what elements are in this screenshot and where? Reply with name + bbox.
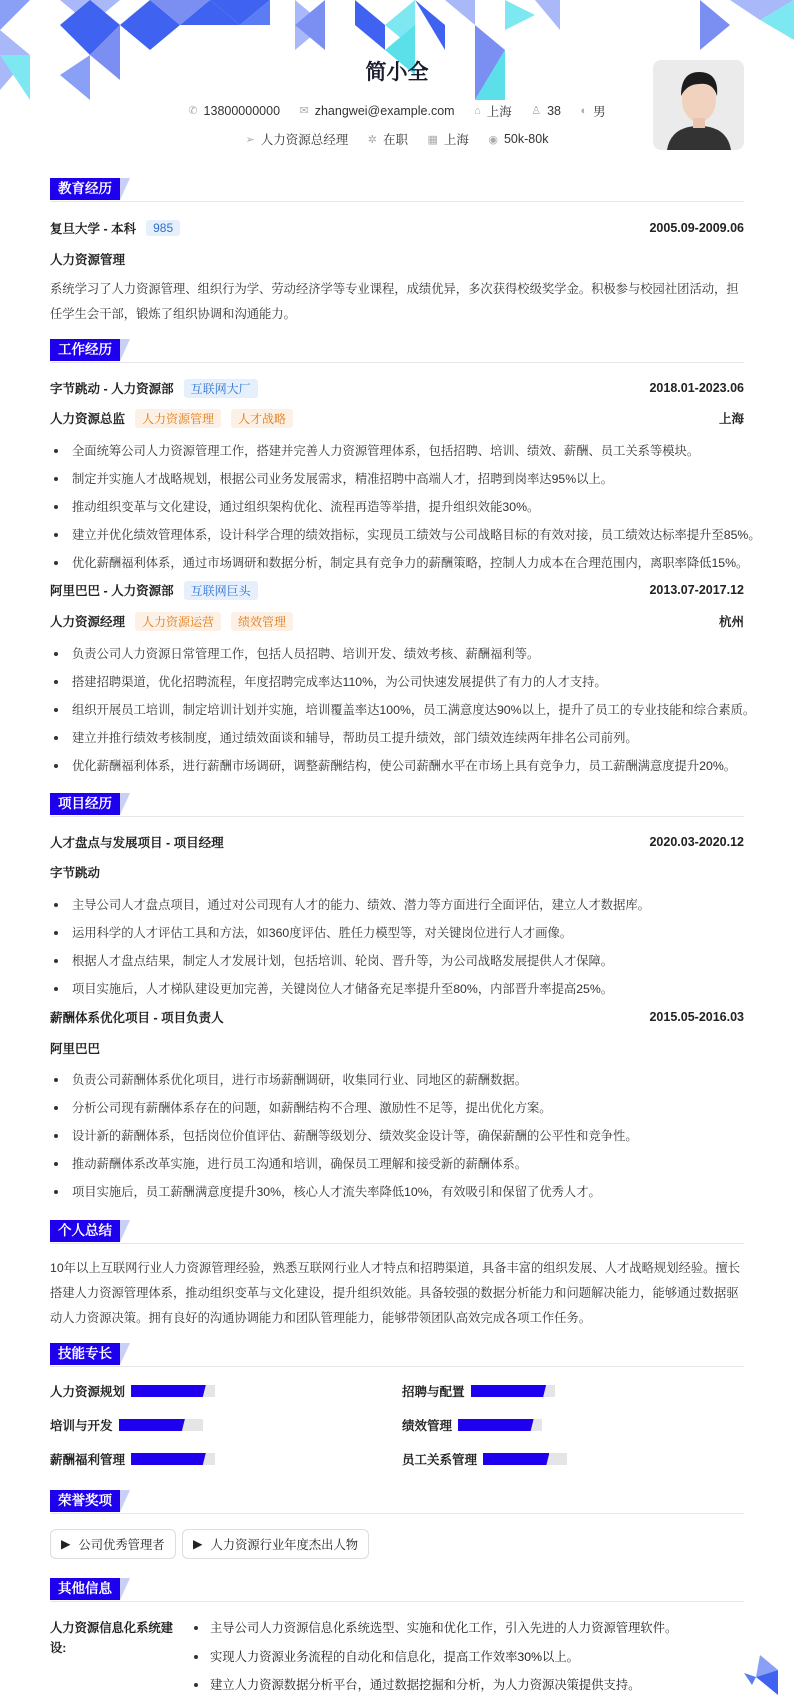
section-title: 个人总结 <box>50 1220 120 1242</box>
project-org: 阿里巴巴 <box>50 1042 101 1056</box>
bullet-item: 制定并实施人才战略规划，根据公司业务发展需求，精准招聘中高端人才，招聘到岗率达95%以上。 <box>50 465 744 493</box>
email: zhangwei@example.com <box>314 103 455 118</box>
bullet-item: 设计新的薪酬体系，包括岗位价值评估、薪酬等级划分、绩效奖金设计等，确保薪酬的公平性和竞争性。 <box>50 1122 744 1150</box>
other-bullet: 主导公司人力资源信息化系统选型、实施和优化工作，引入先进的人力资源管理软件。 <box>188 1618 677 1647</box>
bullet-item: 推动薪酬体系改革实施，进行员工沟通和培训，确保员工理解和接受新的薪酬体系。 <box>50 1150 744 1178</box>
person-icon <box>653 60 744 150</box>
project-title-row <box>50 832 744 852</box>
position: 人力资源总经理 <box>260 133 349 147</box>
work-location: 上海 <box>718 412 744 426</box>
other-bullet: 实现人力资源业务流程的自动化和信息化，提高工作效率30%以上。 <box>188 1647 677 1676</box>
status: 在职 <box>382 133 408 147</box>
award-item <box>50 1529 176 1559</box>
major: 人力资源管理 <box>50 253 126 267</box>
school: 复旦大学 - 本科 <box>50 222 137 236</box>
skill-bar-fill <box>458 1419 534 1431</box>
skill-name: 薪酬福利管理 <box>50 1453 126 1467</box>
work-location: 杭州 <box>718 615 744 629</box>
company: 阿里巴巴 - 人力资源部 <box>50 584 174 598</box>
award-item <box>182 1529 369 1559</box>
skill-bar <box>131 1453 215 1465</box>
project-bullets <box>50 1066 744 1206</box>
bullet-item: 优化薪酬福利体系，通过市场调研和数据分析，制定具有竞争力的薪酬策略，控制人力成本在合理范围内，离职率降低15%。 <box>50 549 744 577</box>
skill-item <box>402 1450 567 1468</box>
work-company-row <box>50 378 744 398</box>
school-tag: 985 <box>146 220 180 236</box>
bullet-item: 项目实施后，员工薪酬满意度提升30%，核心人才流失率降低10%，有效吸引和保留了优秀人才。 <box>50 1178 744 1206</box>
work-date: 2018.01-2023.06 <box>649 381 744 395</box>
bullet-item: 运用科学的人才评估工具和方法，如360度评估、胜任力模型等，对关键岗位进行人才画像。 <box>50 919 744 947</box>
section-title: 项目经历 <box>50 793 120 815</box>
city: 上海 <box>486 105 512 119</box>
project-bullets <box>50 891 744 1003</box>
status-icon: ✲ <box>367 133 377 146</box>
phone-icon: ✆ <box>188 105 198 117</box>
skill-name: 员工关系管理 <box>402 1453 478 1467</box>
company-tag: 互联网大厂 <box>184 379 258 398</box>
skill-name: 绩效管理 <box>402 1419 453 1433</box>
education-date: 2005.09-2009.06 <box>649 221 744 235</box>
work-bullets <box>50 640 756 780</box>
role: 人力资源经理 <box>50 615 126 629</box>
skill-bar-fill <box>483 1453 549 1465</box>
skill-bar-fill <box>471 1385 547 1397</box>
award-label: 人力资源行业年度杰出人物 <box>210 1538 359 1552</box>
skill-item <box>50 1382 215 1400</box>
section-other <box>50 1578 744 1602</box>
project-org-row <box>50 1038 744 1058</box>
work-date: 2013.07-2017.12 <box>649 583 744 597</box>
bullet-item: 建立并推行绩效考核制度，通过绩效面谈和辅导，帮助员工提升绩效，部门绩效连续两年排名公司前列。 <box>50 724 744 752</box>
bullet-item: 负责公司薪酬体系优化项目，进行市场薪酬调研，收集同行业、同地区的薪酬数据。 <box>50 1066 744 1094</box>
gender: 男 <box>593 105 606 119</box>
avatar-photo <box>653 60 744 150</box>
other-info <box>50 1618 677 1704</box>
cake-icon: ♙ <box>531 105 542 117</box>
skill-name: 招聘与配置 <box>402 1385 465 1399</box>
salary-icon: ◉ <box>488 133 498 146</box>
work-bullets <box>50 437 761 577</box>
skill-item <box>50 1450 215 1468</box>
skill-item <box>50 1416 203 1434</box>
home-icon: ⌂ <box>474 105 481 117</box>
project-title-row <box>50 1007 744 1027</box>
skill-bar-fill <box>131 1385 206 1397</box>
bullet-item: 搭建招聘渠道，优化招聘流程，年度招聘完成率达110%，为公司快速发展提供了有力的人才支持。 <box>50 668 744 696</box>
role-tag: 人力资源运营 <box>135 612 221 631</box>
skill-item <box>402 1382 555 1400</box>
skill-bar <box>131 1385 215 1397</box>
section-awards <box>50 1490 744 1514</box>
other-bullet: 建立人力资源数据分析平台，通过数据挖掘和分析，为人力资源决策提供支持。 <box>188 1675 677 1704</box>
work-company-row <box>50 580 744 600</box>
bullet-item: 根据人才盘点结果，制定人才发展计划，包括培训、轮岗、晋升等，为公司战略发展提供人才保障。 <box>50 947 744 975</box>
project-org: 字节跳动 <box>50 866 101 880</box>
triangle-icon: ▶ <box>61 1537 71 1551</box>
role-tag: 人力资源管理 <box>135 409 221 428</box>
skill-item <box>402 1416 542 1434</box>
skill-bar-fill <box>131 1453 206 1465</box>
bullet-item: 推动组织变革与文化建设，通过组织架构优化、流程再造等举措，提升组织效能30%。 <box>50 493 744 521</box>
bullet-item: 建立并优化绩效管理体系，设计科学合理的绩效指标，实现员工绩效与公司战略目标的有效对接，员工绩效达标率提升至85%。 <box>50 521 744 549</box>
skill-name: 人力资源规划 <box>50 1385 126 1399</box>
section-title: 教育经历 <box>50 178 120 200</box>
education-row <box>50 218 744 238</box>
skill-bar <box>458 1419 542 1431</box>
role-tag: 绩效管理 <box>231 612 293 631</box>
bullet-item: 负责公司人力资源日常管理工作，包括人员招聘、培训开发、绩效考核、薪酬福利等。 <box>50 640 744 668</box>
building-icon: ▦ <box>427 133 438 146</box>
company-tag: 互联网巨头 <box>184 581 258 600</box>
bullet-item: 全面统筹公司人力资源管理工作，搭建并完善人力资源管理体系，包括招聘、培训、绩效、薪酬、员工关系等模块。 <box>50 437 744 465</box>
bullet-item: 组织开展员工培训，制定培训计划并实施，培训覆盖率达100%，员工满意度达90%以上，提升了员工的专业技能和综合素质。 <box>50 696 744 724</box>
bullet-item: 项目实施后，人才梯队建设更加完善，关键岗位人才储备充足率提升至80%，内部晋升率提高25%。 <box>50 975 744 1003</box>
role: 人力资源总监 <box>50 412 126 426</box>
skill-bar <box>483 1453 567 1465</box>
bullet-item: 主导公司人才盘点项目，通过对公司现有人才的能力、绩效、潜力等方面进行全面评估，建立人才数据库。 <box>50 891 744 919</box>
section-title: 荣誉奖项 <box>50 1490 120 1512</box>
triangle-icon: ▶ <box>193 1537 203 1551</box>
skill-name: 培训与开发 <box>50 1419 113 1433</box>
age: 38 <box>547 103 561 118</box>
section-skills <box>50 1343 744 1367</box>
work-role-row <box>50 408 744 428</box>
project-date: 2015.05-2016.03 <box>649 1010 744 1024</box>
section-projects <box>50 793 744 817</box>
logo-icon <box>742 1655 778 1695</box>
bullet-item: 分析公司现有薪酬体系存在的问题，如薪酬结构不合理、激励性不足等，提出优化方案。 <box>50 1094 744 1122</box>
section-title: 技能专长 <box>50 1343 120 1365</box>
skill-bar-fill <box>119 1419 185 1431</box>
send-icon: ➢ <box>245 133 255 146</box>
section-title: 工作经历 <box>50 339 120 361</box>
project-date: 2020.03-2020.12 <box>649 835 744 849</box>
other-label: 人力资源信息化系统建设: <box>50 1621 173 1655</box>
section-education <box>50 178 744 202</box>
phone: 13800000000 <box>203 103 281 118</box>
bullet-item: 优化薪酬福利体系，进行薪酬市场调研，调整薪酬结构，使公司薪酬水平在市场上具有竞争力，员工薪酬满意度提升20%。 <box>50 752 744 780</box>
summary-text: 10年以上互联网行业人力资源管理经验，熟悉互联网行业人才特点和招聘渠道，具备丰富的组织发展、人才战略规划经验。擅长搭建人力资源管理体系，推动组织变革与文化建设，提升组织效能。具备较强的数据分析能力和问题解决能力，能够通过数据驱动人力资源决策。拥有良好的沟通协调能力和团队管理能力，能够带领团队高效完成各项工作任务。 <box>50 1261 741 1325</box>
project-title: 人才盘点与发展项目 - 项目经理 <box>50 836 224 850</box>
candidate-name: 简小全 <box>365 61 429 84</box>
company: 字节跳动 - 人力资源部 <box>50 382 174 396</box>
section-title: 其他信息 <box>50 1578 120 1600</box>
work-role-row <box>50 611 744 631</box>
section-summary <box>50 1220 744 1244</box>
education-desc: 系统学习了人力资源管理、组织行为学、劳动经济学等专业课程，成绩优异，多次获得校级奖学金。积极参与校园社团活动，担任学生会干部，锻炼了组织协调和沟通能力。 <box>50 282 739 321</box>
target-city: 上海 <box>443 133 469 147</box>
major-row <box>50 249 744 269</box>
salary: 50k-80k <box>503 132 549 146</box>
project-title: 薪酬体系优化项目 - 项目负责人 <box>50 1011 224 1025</box>
skill-bar <box>119 1419 203 1431</box>
award-label: 公司优秀管理者 <box>78 1538 165 1552</box>
role-tag: 人才战略 <box>231 409 293 428</box>
email-icon: ✉ <box>299 105 309 117</box>
section-work <box>50 339 744 363</box>
project-org-row <box>50 862 744 882</box>
skill-bar <box>471 1385 555 1397</box>
gender-icon: ◐ <box>580 105 588 117</box>
